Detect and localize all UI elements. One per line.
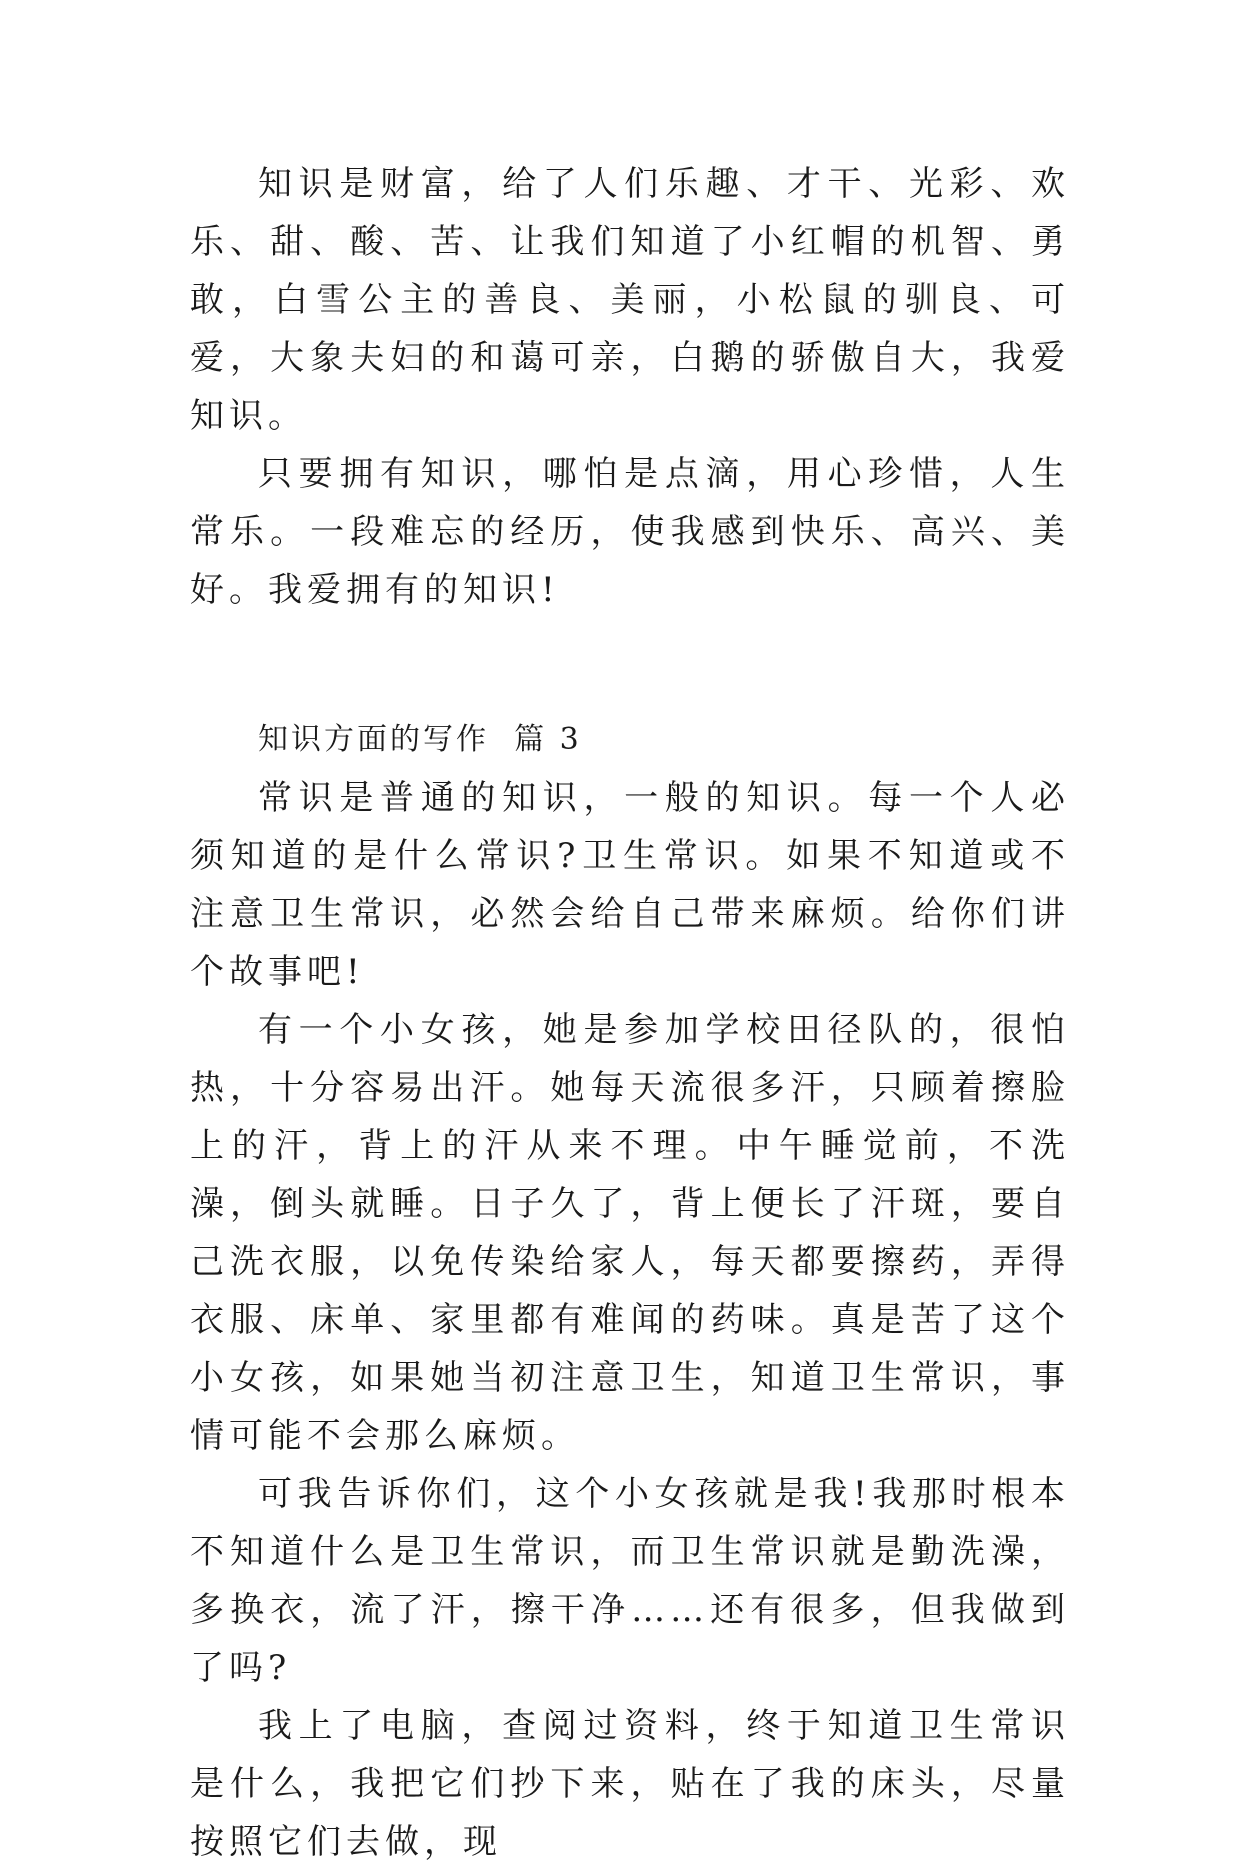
section-title: 知识方面的写作: [258, 722, 489, 757]
paragraph: 可我告诉你们，这个小女孩就是我!我那时根本不知道什么是卫生常识，而卫生常识就是勤洗澡，多换衣，流了汗，擦干净……还有很多，但我做到了吗?: [190, 1474, 1070, 1688]
paragraph: 我上了电脑，查阅过资料，终于知道卫生常识是什么，我把它们抄下来，贴在了我的床头，尽量按照它们去做，现: [190, 1706, 1070, 1862]
paragraph: 知识是财富，给了人们乐趣、才干、光彩、欢乐、甜、酸、苦、让我们知道了小红帽的机智、勇敢，白雪公主的善良、美丽，小松鼠的驯良、可爱，大象夫妇的和蔼可亲，白鹅的骄傲自大，我爱知识。: [190, 164, 1070, 436]
paragraph: 只要拥有知识，哪怕是点滴，用心珍惜，人生常乐。一段难忘的经历，使我感到快乐、高兴、美好。我爱拥有的知识!: [190, 454, 1070, 610]
section-gap: [190, 619, 1070, 711]
paragraph: 常识是普通的知识，一般的知识。每一个人必须知道的是什么常识?卫生常识。如果不知道或不注意卫生常识，必然会给自己带来麻烦。给你们讲个故事吧!: [190, 778, 1070, 992]
section-label: 篇 3: [514, 722, 582, 757]
paragraph: 有一个小女孩，她是参加学校田径队的，很怕热，十分容易出汗。她每天流很多汗，只顾着擦脸上的汗，背上的汗从来不理。中午睡觉前，不洗澡，倒头就睡。日子久了，背上便长了汗斑，要自己洗衣服，以免传染给家人，每天都要擦药，弄得衣服、床单、家里都有难闻的药味。真是苦了这个小女孩，如果她当初注意卫生，知道卫生常识，事情可能不会那么麻烦。: [190, 1010, 1070, 1456]
document-page: [190, 155, 1070, 1871]
section-heading: [190, 711, 1070, 769]
